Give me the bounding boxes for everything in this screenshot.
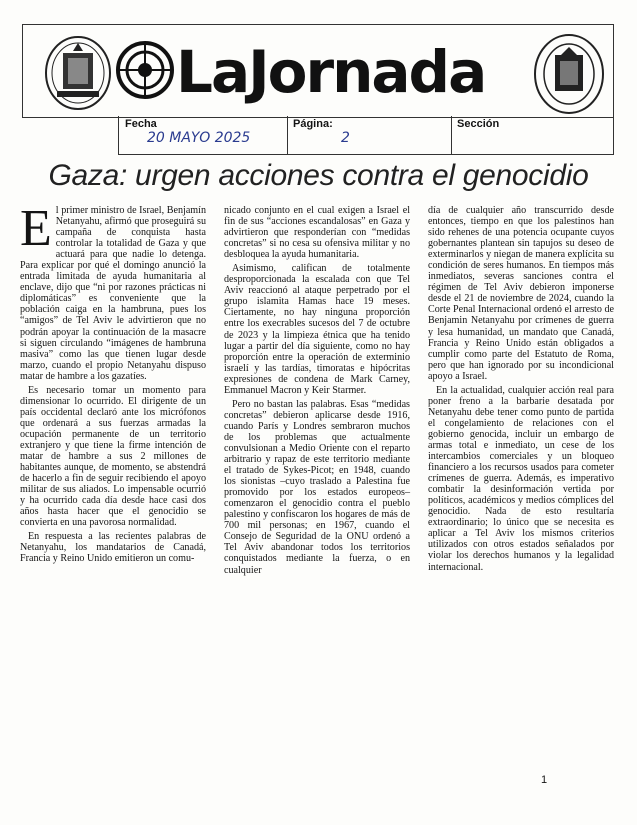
newspaper-name: LaJornada <box>176 38 486 106</box>
article-column-3 <box>428 205 614 576</box>
dropcap: E <box>20 200 52 257</box>
fecha-value: 20 MAYO 2025 <box>147 130 251 146</box>
document-meta-row <box>118 116 614 155</box>
left-seal-icon <box>43 33 113 111</box>
right-seal-icon <box>533 33 605 115</box>
paragraph: En la actualidad, cualquier acción real para poner freno a la barbarie desatada por Netanyahu debe tener como punto de partida el congelamiento de relaciones con el gobierno genocida, incluir un embargo de armas total e inmediato, un cese de los intercambios comerciales y un bloqueo financiero a los recursos usados para cometer crímenes de guerra. Además, es imperativo combatir la desinformación vertida por políticos, académicos y medios cómplices del genocidio. Nada de esto resultaría extraordinario; lo único que se necesita es aplicar a Tel Aviv los mismos criterios utilizados con otros estados señalados por violar los derechos humanos y la legalidad internacional. <box>428 384 614 573</box>
pagina-label: Página: <box>293 118 333 130</box>
article-column-1 <box>20 200 206 568</box>
paragraph: Es necesario tomar un momento para dimensionar lo ocurrido. El dirigente de un país occidental declaró ante los micrófonos que ordenará a sus fuerzas armadas la ocupación permanente de un territorio extranjero y que tiene la firme intención de matar de hambre a sus 2 millones de habitantes aunque, de momento, se abstendrá de hacerlo a fin de seguir recibiendo el apoyo militar de sus aliados. Lo impensable ocurrió y ha ocurrido cada día desde hace casi dos años hasta hacer que el genocidio se convierta en una pavorosa normalidad. <box>20 384 206 529</box>
seccion-label: Sección <box>457 118 500 130</box>
page-number: 1 <box>541 774 548 786</box>
paragraph: día de cualquier año transcurrido desde entonces, tiempo en que los palestinos han sido rehenes de una potencia ocupante cuyos gobernantes plantean sin tapujos su deseo de exterminarlos y niegan de manera explícita su condición de seres humanos. En tiempos más inmediatos, severas sanciones contra el régimen de Tel Aviv debieron imponerse desde el 21 de noviembre de 2024, cuando la Corte Penal Internacional ordenó el arresto de Benjamin Netanyahu por crímenes de guerra y lesa humanidad, un mandato que Canadá, Francia y Reino Unido están obligados a cumplir como parte del Estatuto de Roma, pero que han ignorado por su incondicional apoyo a Israel. <box>428 205 614 382</box>
paragraph: En respuesta a las recientes palabras de Netanyahu, los mandatarios de Canadá, Francia y Reino Unido emitieron un comu- <box>20 531 206 565</box>
paragraph-text: l primer ministro de Israel, Benjamín Netanyahu, afirmó que proseguirá su campaña de conquista hasta controlar la totalidad de Gaza y que actuará para que nadie lo detenga. Para explicar por qué el domingo anunció la entrada limitada de ayuda humanitaria al enclave, dijo que “ni por razones prácticas ni diplomáticas” es conveniente que la población caiga en la hambruna, pues los “amigos” de Tel Aviv le advirtieron que no podrán apoyar la continuación de la masacre si siguen circulando “imágenes de hambruna masiva” como las que tienen lugar desde marzo, cuando el propio Netanyahu dispuso matar de hambre a los gazatíes. <box>20 205 206 382</box>
fecha-label: Fecha <box>125 118 157 130</box>
paragraph: Asimismo, califican de totalmente desproporcionada la escalada con que Tel Aviv reaccionó al ataque perpetrado por el grupo islamita Hamas hace 19 meses. Ciertamente, no hay ninguna proporción entre los execrables sucesos del 7 de octubre de 2023 y la limpieza étnica que ha tenido lugar a partir del día siguiente, como no hay proporción entre la operación de exterminio israelí y las tardías, timoratas e hipócritas expresiones de condena de Mark Carney, Emmanuel Macron y Keir Starmer. <box>224 263 410 396</box>
masthead <box>116 33 521 115</box>
paragraph <box>20 200 206 382</box>
article-column-2 <box>224 205 410 579</box>
paragraph: Pero no bastan las palabras. Esas “medidas concretas” debieron aplicarse desde 1916, cuando París y Londres sembraron muchos de los problemas que actualmente convulsionan a Medio Oriente con el reparto arbitrario y rapaz de este territorio mediante el tratado de Sykes-Picot; en 1948, cuando los sionistas –cuyo traslado a Palestina fue promovido por los estados europeos– comenzaron el genocidio contra el pueblo palestino y confiscaron los hogares de más de 700 mil personas; en 1967, cuando el Consejo de Seguridad de la ONU ordenó a Tel Aviv abandonar todos los territorios conquistados mediante la fuerza, o en cualquier <box>224 398 410 576</box>
document-header <box>22 24 614 154</box>
paragraph: nicado conjunto en el cual exigen a Israel el fin de sus “acciones escandalosas” en Gaza y advirtieron que responderían con “medidas concretas” si no cesa su ofensiva militar y no desbloquea la ayuda humanitaria. <box>224 205 410 261</box>
article-headline: Gaza: urgen acciones contra el genocidio <box>48 159 589 192</box>
seccion-cell <box>451 116 613 154</box>
pagina-cell <box>287 116 452 154</box>
newspaper-logo-icon <box>116 41 174 99</box>
masthead-frame <box>22 24 614 118</box>
pagina-value: 2 <box>341 130 350 146</box>
fecha-cell <box>119 116 288 154</box>
